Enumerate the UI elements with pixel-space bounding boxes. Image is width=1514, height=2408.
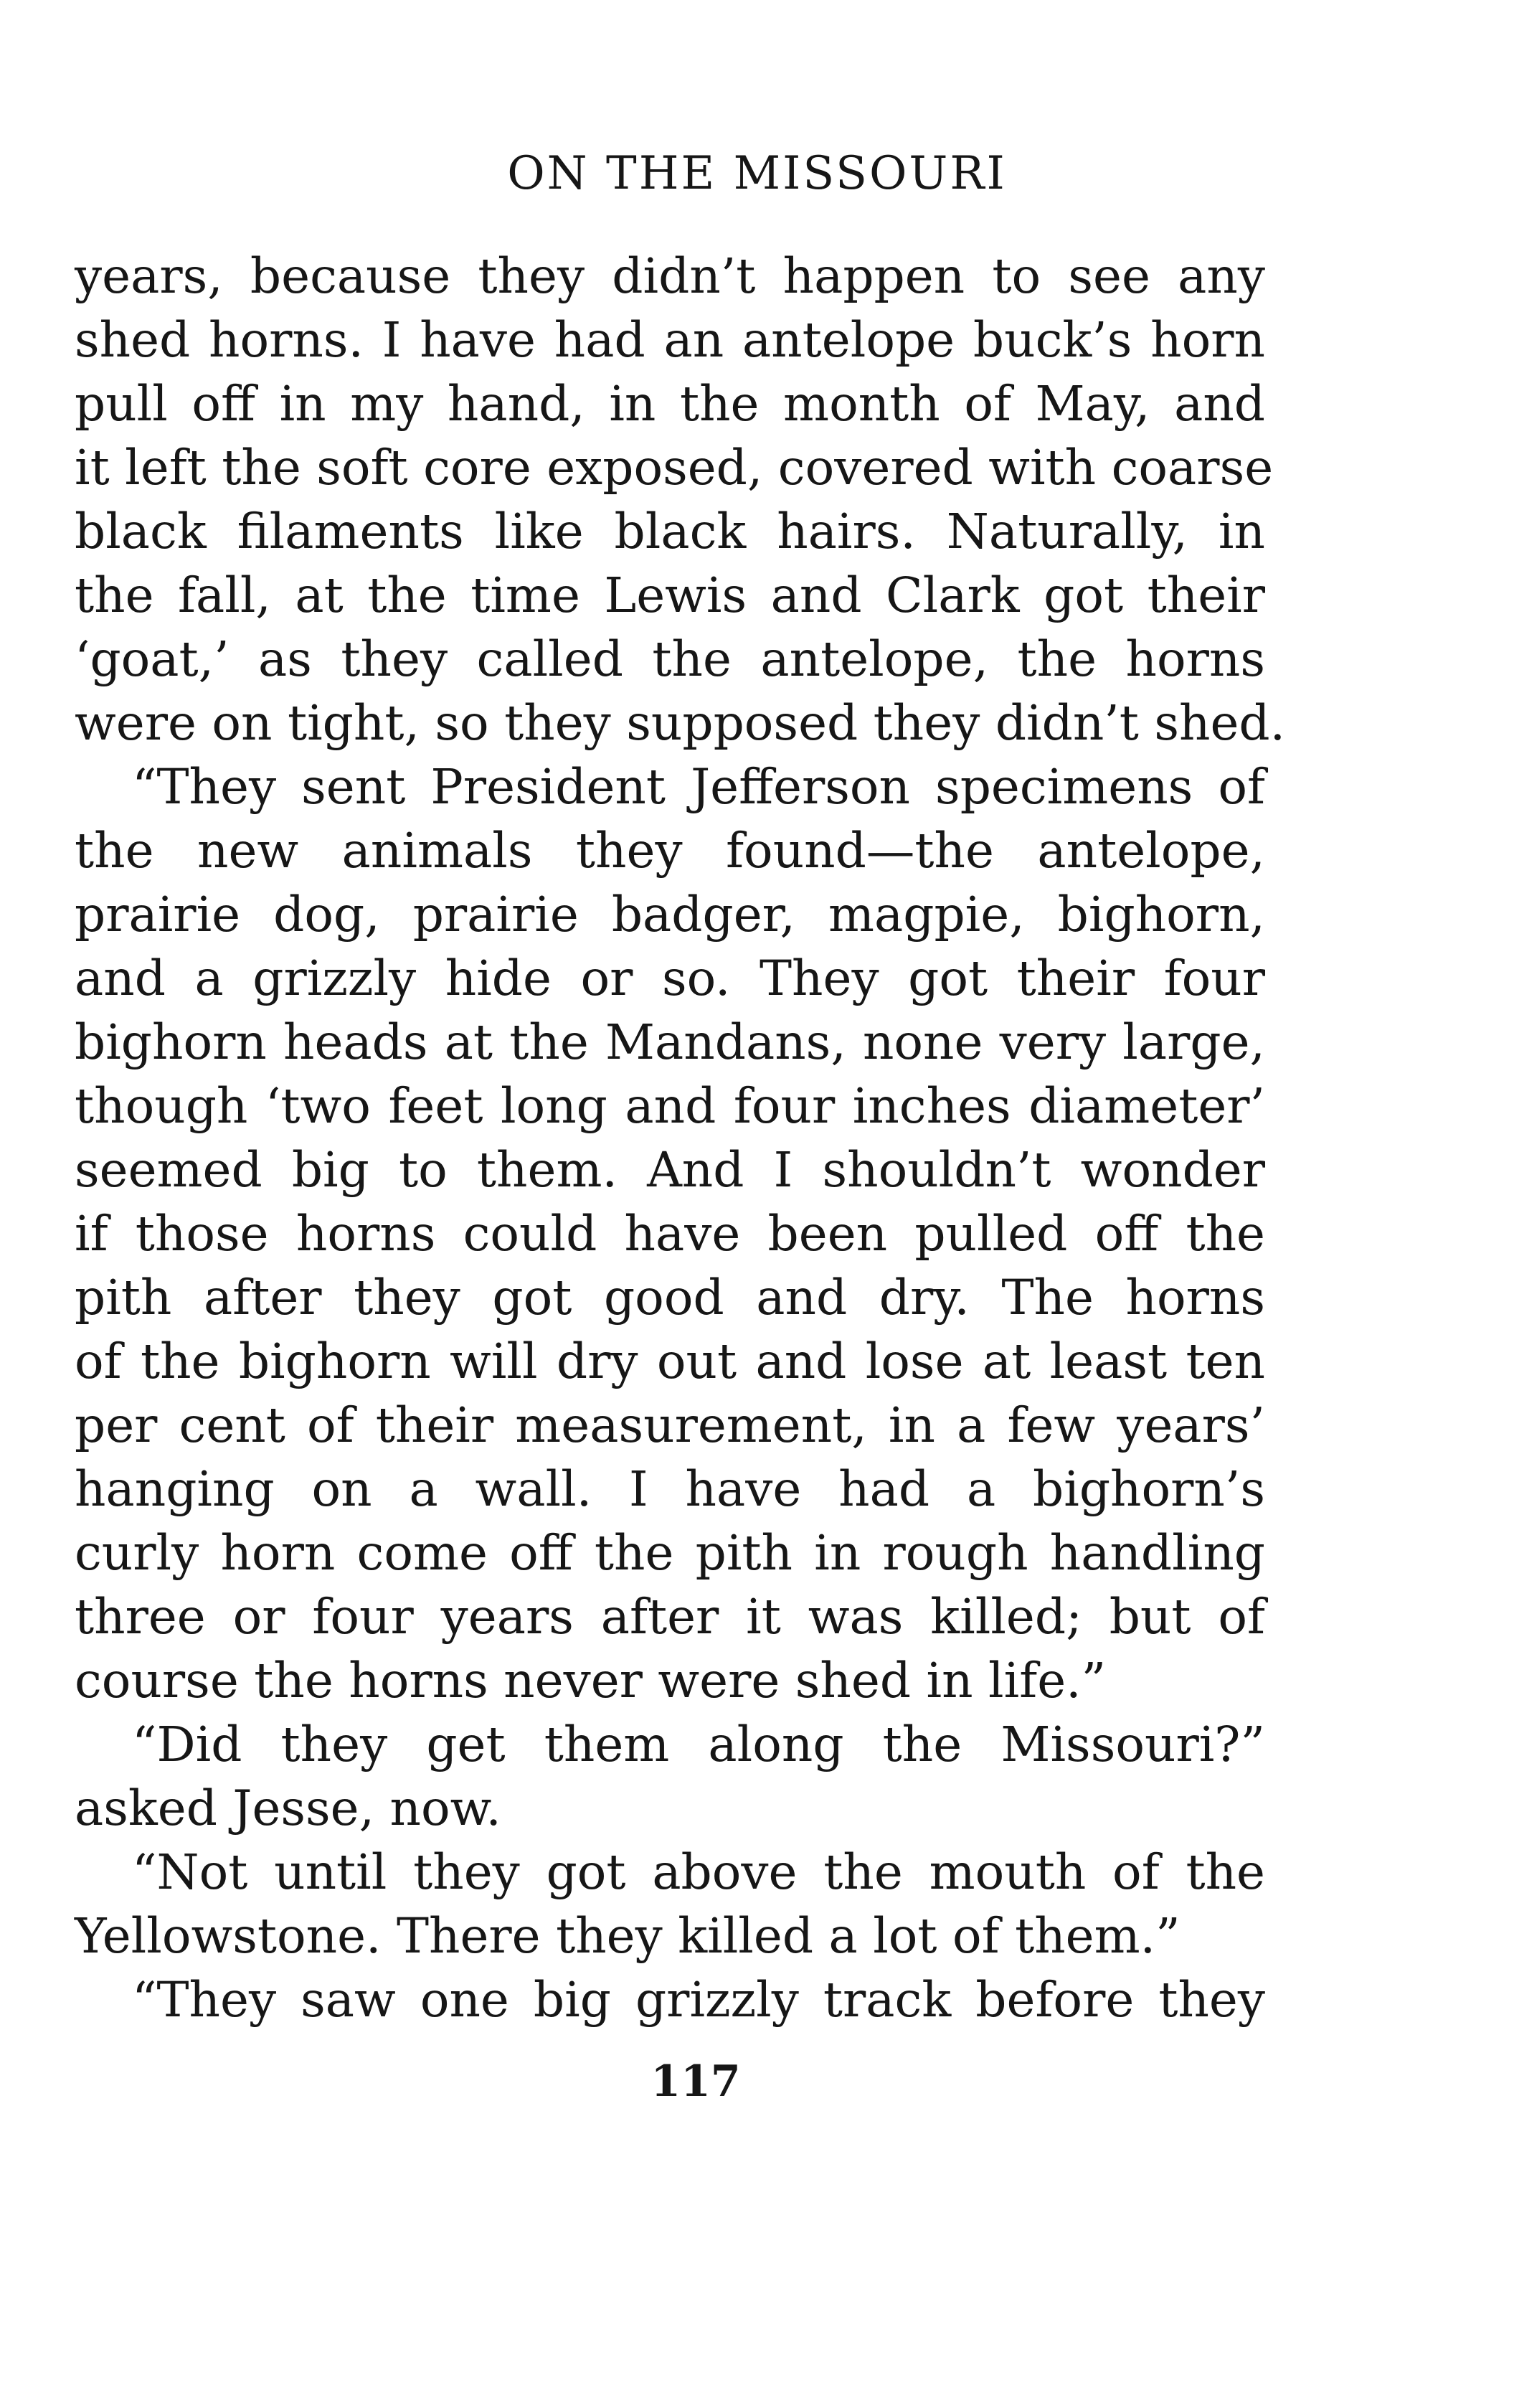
text-line: per cent of their measurement, in a few years’	[75, 1397, 1265, 1453]
text-line: course the horns never were shed in life.”	[75, 1652, 1107, 1709]
text-line: shed horns. I have had an antelope buck’s horn	[75, 311, 1265, 368]
text-line: “They sent President Jefferson specimens of	[132, 758, 1265, 815]
text-line: black filaments like black hairs. Naturally, in	[75, 503, 1265, 559]
text-line: pull off in my hand, in the month of May, and	[75, 375, 1265, 432]
running-header: ON THE MISSOURI	[507, 147, 1007, 200]
text-line: asked Jesse, now.	[75, 1780, 501, 1836]
text-line: though ‘two feet long and four inches diameter’	[75, 1077, 1265, 1134]
page-number: 117	[650, 2057, 741, 2107]
text-line: Yellowstone. There they killed a lot of them.”	[75, 1907, 1181, 1964]
text-line: prairie dog, prairie badger, magpie, bighorn,	[75, 886, 1265, 943]
text-line: years, because they didn’t happen to see any	[75, 247, 1265, 304]
body-text	[75, 244, 1286, 2031]
text-line: it left the soft core exposed, covered with coarse	[75, 439, 1274, 496]
text-line: “They saw one big grizzly track before they	[132, 1971, 1265, 2028]
text-line: hanging on a wall. I have had a bighorn’s	[75, 1460, 1265, 1517]
text-line: “Did they get them along the Missouri?”	[132, 1716, 1265, 1772]
text-line: if those horns could have been pulled off the	[75, 1205, 1265, 1262]
text-line: “Not until they got above the mouth of the	[132, 1843, 1265, 1900]
text-line: of the bighorn will dry out and lose at least ten	[75, 1333, 1265, 1389]
text-line: curly horn come off the pith in rough handling	[75, 1524, 1265, 1581]
text-line: the fall, at the time Lewis and Clark got their	[75, 567, 1265, 623]
text-line: the new animals they found—the antelope,	[75, 822, 1265, 879]
text-line: seemed big to them. And I shouldn’t wonder	[75, 1141, 1265, 1198]
text-line: three or four years after it was killed; but of	[75, 1588, 1265, 1645]
text-line: bighorn heads at the Mandans, none very large,	[75, 1014, 1265, 1070]
text-line: ‘goat,’ as they called the antelope, the horns	[75, 631, 1265, 687]
text-line: were on tight, so they supposed they didn’t shed.	[75, 694, 1286, 751]
text-line: pith after they got good and dry. The horns	[75, 1269, 1265, 1326]
text-line: and a grizzly hide or so. They got their four	[75, 950, 1265, 1006]
